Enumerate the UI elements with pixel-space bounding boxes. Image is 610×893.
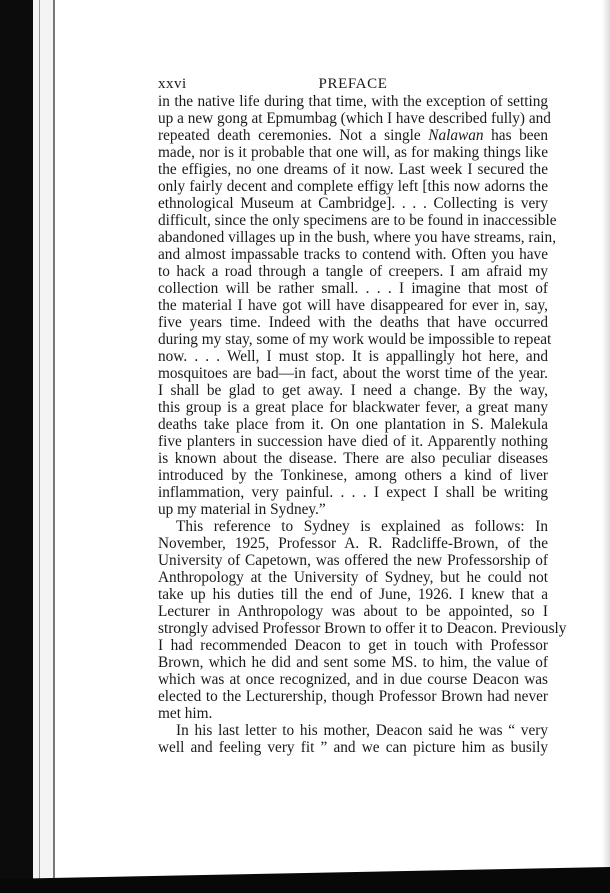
- book-binding-shadow: [0, 0, 33, 893]
- text-line: during my stay, some of my work would be impossible to repeat: [158, 331, 552, 348]
- text-line: introduced by the Tonkinese, among others a kind of liver: [158, 467, 548, 484]
- page-bottom-shadow: [0, 867, 610, 893]
- text-line: in the native life during that time, with the exception of setting: [158, 93, 548, 110]
- text-line: elected to the Lecturership, though Professor Brown had never: [158, 688, 548, 705]
- text-line: ethnological Museum at Cambridge]. . . . Collecting is very: [158, 195, 548, 212]
- text-line: five years time. Indeed with the deaths that have occurred: [158, 314, 548, 331]
- text-line: Lecturer in Anthropology was about to be appointed, so I: [158, 603, 548, 620]
- running-title: PREFACE: [318, 76, 388, 92]
- text-line: the effigies, no one dreams of it now. Last week I secured the: [158, 161, 548, 178]
- italic-term: Nalawan: [428, 127, 484, 144]
- text-line: the material I have got will have disappeared for ever in, say,: [158, 297, 548, 314]
- text-line: collection will be rather small. . . . I imagine that most of: [158, 280, 548, 297]
- text-line: only fairly decent and complete effigy left [this now adorns the: [158, 178, 548, 195]
- text-line: November, 1925, Professor A. R. Radcliffe-Brown, of the: [158, 535, 548, 552]
- text-line: is known about the disease. There are also peculiar diseases: [158, 450, 548, 467]
- page-right-edge: [602, 0, 610, 893]
- paragraph-start-line: This reference to Sydney is explained as follows: In: [176, 518, 548, 535]
- text-segment: repeated death ceremonies. Not a single: [158, 127, 429, 144]
- page-number: xxvi: [158, 76, 187, 92]
- text-line: University of Capetown, was offered the new Professorship of: [158, 552, 548, 569]
- text-line: well and feeling very fit ” and we can picture him as busily: [158, 739, 548, 756]
- text-line: take up his duties till the end of June, 1926. I knew that a: [158, 586, 548, 603]
- text-line: this group is a great place for blackwater fever, a great many: [158, 399, 548, 416]
- text-line: to hack a road through a tangle of creepers. I am afraid my: [158, 263, 548, 280]
- page-body: [158, 93, 567, 756]
- page-header: [158, 76, 548, 94]
- text-line: and almost impassable tracks to contend with. Often you have: [158, 246, 548, 263]
- text-line: now. . . . Well, I must stop. It is appallingly hot here, and: [158, 348, 548, 365]
- text-line: Brown, which he did and sent some MS. to him, the value of: [158, 654, 548, 671]
- text-line: which was at once recognized, and in due course Deacon was: [158, 671, 548, 688]
- text-line: [158, 127, 548, 144]
- text-line: Anthropology at the University of Sydney, but he could not: [158, 569, 548, 586]
- text-segment: has been: [483, 127, 548, 144]
- text-line: deaths take place from it. On one plantation in S. Malekula: [158, 416, 548, 433]
- paragraph-start-line: In his last letter to his mother, Deacon said he was “ very: [176, 722, 548, 739]
- gutter-line: [39, 0, 40, 893]
- page-gutter: [33, 0, 55, 893]
- text-line: five planters in succession have died of it. Apparently nothing: [158, 433, 548, 450]
- text-line: made, nor is it probable that one will, as for making things like: [158, 144, 548, 161]
- text-line: up a new gong at Epmumbag (which I have described fully) and: [158, 110, 551, 127]
- text-line: abandoned villages up in the bush, where you have streams, rain,: [158, 229, 557, 246]
- text-line: inflammation, very painful. . . . I expect I shall be writing: [158, 484, 548, 501]
- text-line: I had recommended Deacon to get in touch with Professor: [158, 637, 548, 654]
- text-line: met him.: [158, 705, 213, 722]
- text-line: strongly advised Professor Brown to offer it to Deacon. Previously: [158, 620, 567, 637]
- text-line: difficult, since the only specimens are to be found in inaccessible: [158, 212, 557, 229]
- text-line: up my material in Sydney.”: [158, 501, 326, 518]
- text-line: I shall be glad to get away. I need a change. By the way,: [158, 382, 548, 399]
- text-line: mosquitoes are bad—in fact, about the worst time of the year.: [158, 365, 548, 382]
